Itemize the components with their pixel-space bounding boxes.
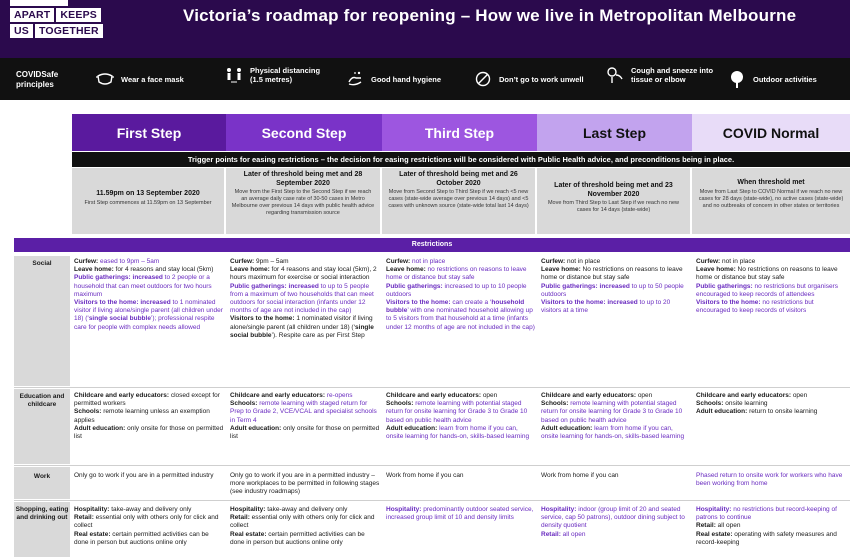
education-third-step xyxy=(386,392,536,464)
cell-text-run: Visitors to the home: xyxy=(696,299,763,307)
header-banner xyxy=(0,0,850,58)
threshold-body: First Step commences at 11.59pm on 13 September xyxy=(84,199,212,206)
cell-text-run: Visitors to the home: xyxy=(541,299,608,307)
covidsafe-principles-bar xyxy=(0,58,850,100)
cough-icon xyxy=(606,66,624,84)
cell-text-run: No restrictions on reasons to leave home or distance but stay safe xyxy=(541,266,683,282)
row-label-education: Education and childcare xyxy=(14,389,70,464)
cell-text-run: only onsite for those on permitted list xyxy=(74,424,224,441)
step-first: First Step xyxy=(72,114,226,151)
threshold-heading: 11.59pm on 13 September 2020 xyxy=(96,190,200,197)
row-label-shopping: Shopping, eating and drinking out xyxy=(14,502,70,557)
principle-label: Wear a face mask xyxy=(121,74,184,84)
cell-text-run: increased to up to 10 people outdoors xyxy=(386,282,527,298)
cell-text-run: all open xyxy=(717,522,741,530)
cell-text-run: ’); professional respite care for people with complex needs allowed xyxy=(74,315,215,331)
logo-top-bar xyxy=(10,0,68,6)
cell-text-run: predominantly outdoor seated service, increased group limit of 10 and density limits xyxy=(386,506,534,522)
cell-text-run: learn from home if you can, onsite learning for hands-on, skills-based learning xyxy=(541,424,685,441)
cell-text-run: Adult education: xyxy=(386,424,440,432)
social-second-step xyxy=(230,258,380,385)
cell-text-run: no restrictions but record-keeping of patrons to continue xyxy=(696,506,837,522)
work-first-step xyxy=(74,472,224,500)
cell-text-run: return to onsite learning xyxy=(749,408,818,416)
education-covid-normal xyxy=(696,392,846,464)
shopping-last-step xyxy=(541,506,689,557)
cell-text-run: essential only with others only for click and collect xyxy=(230,514,375,530)
cell-text-run: ’). Respite care as per First Step xyxy=(271,331,365,339)
shopping-second-step xyxy=(230,506,380,557)
distancing-icon xyxy=(225,66,243,84)
shopping-first-step xyxy=(74,506,224,557)
principle-distancing xyxy=(225,66,330,84)
cell-text-run: eased to 9pm – 5am xyxy=(100,258,160,265)
cell-text-run: only onsite for those on permitted list xyxy=(230,424,380,441)
principle-label: Good hand hygiene xyxy=(371,74,442,84)
step-last: Last Step xyxy=(537,114,692,151)
cell-text-run: Leave home: xyxy=(386,266,428,274)
cell-text-run: not in place xyxy=(722,258,756,265)
cell-text-run: to up to 20 visitors at a time xyxy=(541,299,671,315)
cell-text-run: take-away and delivery only xyxy=(111,506,192,513)
cell-text-run: remote learning with potential staged return for onsite learning for Grade 3 to Grade 10 based on public health advice xyxy=(386,400,528,424)
cell-text-run: No restrictions on reasons to leave home or distance but stay safe xyxy=(696,266,838,282)
campaign-logo xyxy=(10,0,114,40)
threshold-cell xyxy=(72,168,226,234)
cell-text-run: certain permitted activities can be done in person but auctions online only xyxy=(74,530,209,546)
cell-text-run: onsite learning xyxy=(725,400,768,408)
cell-text-run: re-opens xyxy=(326,392,353,399)
cell-text-run: Real estate: xyxy=(74,530,113,538)
cell-text-run: Childcare and early educators: xyxy=(230,392,327,399)
cell-text-run: no restrictions but organisers encouraged to keep records of attendees xyxy=(696,282,838,298)
cell-text-run: increased xyxy=(140,299,171,307)
cell-text-run: no restrictions but encouraged to keep records of visitors xyxy=(696,299,814,315)
principles-heading: COVIDSafe principles xyxy=(16,70,59,89)
cell-text-run: remote learning with staged return for Prep to Grade 2, VCE/VCAL and specialist schools in Term 4 xyxy=(230,400,377,424)
restrictions-bar: Restrictions xyxy=(14,238,850,252)
cell-text-run: Leave home: xyxy=(74,266,116,274)
cell-text-run: household bubble xyxy=(386,299,525,315)
principle-label: Don’t go to work unwell xyxy=(499,74,584,84)
principle-label: Cough and sneeze into tissue or elbow xyxy=(631,66,714,84)
step-second: Second Step xyxy=(226,114,382,151)
cell-text-run: Adult education: xyxy=(230,424,284,432)
cell-text-run: Adult education: xyxy=(541,424,595,432)
logo-word: TOGETHER xyxy=(35,24,103,38)
cell-text-run: Retail: xyxy=(696,522,718,530)
social-third-step xyxy=(386,258,536,385)
cell-text-run: Phased return to onsite work for workers who have been working from home xyxy=(696,472,843,488)
cell-text-run: Leave home: xyxy=(696,266,738,274)
cell-text-run: not in place xyxy=(412,258,446,265)
cell-text-run: Leave home: xyxy=(230,266,272,274)
cell-text-run: Curfew: xyxy=(74,258,100,265)
no-work-unwell-icon xyxy=(474,70,492,88)
cell-text-run: ’ with one nominated household allowing up to 5 visitors from that household at a time (infants under 12 months of age are not included in the cap) xyxy=(386,307,535,331)
threshold-body: Move from Third Step to Last Step if we reach no new cases for 14 days (state-wide) xyxy=(547,200,680,213)
face-mask-icon xyxy=(96,70,114,88)
education-first-step xyxy=(74,392,224,464)
tree-icon xyxy=(728,70,746,88)
education-last-step xyxy=(541,392,689,464)
principle-cough-sneeze xyxy=(606,66,721,84)
cell-text-run: no restrictions on reasons to leave home or distance but stay safe xyxy=(386,266,527,282)
cell-text-run: Hospitality: xyxy=(386,506,424,513)
cell-text-run: for 4 reasons and stay local (5km) xyxy=(115,266,214,274)
cell-text-run: Hospitality: xyxy=(541,506,579,513)
cell-text-run: essential only with others only for click and collect xyxy=(74,514,219,530)
cell-text-run: closed except for permitted workers xyxy=(74,392,220,408)
cell-text-run: Childcare and early educators: xyxy=(74,392,171,399)
cell-text-run: Leave home: xyxy=(541,266,583,274)
threshold-cell xyxy=(537,168,692,234)
threshold-body: Move from Second Step to Third Step if we reach <5 new cases (state-wide average over previous 14 days) and <5 cases with unknown source (state-wide total last 14 days) xyxy=(388,189,529,209)
education-second-step xyxy=(230,392,380,464)
threshold-cell xyxy=(692,168,850,234)
cell-text-run: Only go to work if you are in a permitted industry – more workplaces to be permitted in following stages (see industry roadmaps) xyxy=(230,472,380,496)
threshold-cell xyxy=(382,168,537,234)
cell-text-run: open xyxy=(792,392,808,399)
work-third-step xyxy=(386,472,536,500)
row-divider xyxy=(14,387,850,388)
cell-text-run: remote learning with potential staged return for onsite learning for Grade 3 to Grade 10 based on public health advice xyxy=(541,400,683,424)
cell-text-run: Retail: xyxy=(541,530,563,538)
cell-text-run: Public gatherings: xyxy=(541,282,600,290)
threshold-heading: Later of threshold being met and 26 October 2020 xyxy=(399,171,518,187)
row-label-social: Social xyxy=(14,256,70,386)
cell-text-run: Public gatherings: xyxy=(230,282,289,290)
cell-text-run: open xyxy=(482,392,498,399)
cell-text-run: learn from home if you can, onsite learning for hands-on, skills-based learning xyxy=(386,424,530,441)
cell-text-run: Childcare and early educators: xyxy=(541,392,638,399)
principle-hand-hygiene xyxy=(346,70,441,88)
step-covid-normal: COVID Normal xyxy=(692,114,850,151)
cell-text-run: increased xyxy=(132,274,163,282)
hand-wash-icon xyxy=(346,70,364,88)
principle-work-unwell xyxy=(474,70,584,88)
principle-face-mask xyxy=(96,70,184,88)
threshold-body: Move from the First Step to the Second Step if we reach an average daily case rate of 30-50 cases in Metro Melbourne over previous 14 days with public health advice regarding transmission source xyxy=(231,189,375,216)
principle-outdoor xyxy=(728,70,817,88)
step-header-row xyxy=(72,114,850,151)
cell-text-run: Retail: xyxy=(74,514,96,522)
threshold-heading: Later of threshold being met and 23 November 2020 xyxy=(554,182,673,198)
social-covid-normal xyxy=(696,258,846,385)
shopping-third-step xyxy=(386,506,536,557)
threshold-body: Move from Last Step to COVID Normal if we reach no new cases for 28 days (state-wide), no active cases (state-wide) and no outbreaks of concern in other states or territories xyxy=(698,188,844,209)
cell-text-run: 9pm – 5am xyxy=(256,258,289,265)
cell-text-run: Curfew: xyxy=(541,258,567,265)
cell-text-run: Public gatherings: xyxy=(696,282,755,290)
row-divider xyxy=(14,500,850,501)
cell-text-run: Public gatherings: xyxy=(386,282,445,290)
cell-text-run: Real estate: xyxy=(696,530,735,538)
cell-text-run: Work from home if you can xyxy=(386,472,464,479)
row-divider xyxy=(14,465,850,466)
threshold-cell xyxy=(226,168,382,234)
principle-label: Outdoor activities xyxy=(753,74,817,84)
logo-word: KEEPS xyxy=(56,8,101,22)
cell-text-run: Schools: xyxy=(74,408,104,416)
cell-text-run: indoor (group limit of 20 and seated service, cap 50 patrons), outdoor dining subject to density quotient xyxy=(541,506,685,530)
cell-text-run: certain permitted activities can be done in person but auctions online only xyxy=(230,530,365,546)
cell-text-run: open xyxy=(637,392,653,399)
cell-text-run: 1 nominated visitor if living alone/single parent (all children under 18) (‘ xyxy=(230,315,373,331)
cell-text-run: Childcare and early educators: xyxy=(696,392,793,399)
cell-text-run: Hospitality: xyxy=(230,506,268,513)
work-covid-normal xyxy=(696,472,846,500)
cell-text-run: to up to 5 people from a maximum of two households that can meet outdoors for social interaction (infants under 12 months of age are not included in the cap) xyxy=(230,282,374,315)
cell-text-run: increased xyxy=(288,282,319,290)
cell-text-run: take-away and delivery only xyxy=(267,506,348,513)
page-title: Victoria’s roadmap for reopening – How we live in Metropolitan Melbourne xyxy=(183,6,797,25)
cell-text-run: remote learning unless an exemption applies xyxy=(74,408,210,424)
work-last-step xyxy=(541,472,689,500)
cell-text-run: Real estate: xyxy=(230,530,269,538)
cell-text-run: can create a ‘ xyxy=(452,299,492,307)
cell-text-run: increased xyxy=(607,299,638,307)
cell-text-run: Visitors to the home: xyxy=(230,315,297,323)
cell-text-run: Curfew: xyxy=(386,258,412,265)
threshold-row xyxy=(72,168,850,234)
cell-text-run: Schools: xyxy=(541,400,571,408)
cell-text-run: Public gatherings: xyxy=(74,274,133,282)
principle-label: Physical distancing (1.5 metres) xyxy=(250,66,321,84)
logo-word: APART xyxy=(10,8,54,22)
cell-text-run: Only go to work if you are in a permitted industry xyxy=(74,472,214,479)
cell-text-run: Work from home if you can xyxy=(541,472,619,479)
work-second-step xyxy=(230,472,380,500)
cell-text-run: Hospitality: xyxy=(696,506,734,513)
cell-text-run: for 4 reasons and stay local (5km), 2 hours maximum for exercise or social interaction xyxy=(230,266,377,282)
cell-text-run: Visitors to the home: xyxy=(386,299,453,307)
cell-text-run: single social bubble xyxy=(88,315,151,323)
cell-text-run: single social bubble xyxy=(230,323,374,339)
cell-text-run: all open xyxy=(562,530,586,538)
cell-text-run: increased xyxy=(599,282,630,290)
cell-text-run: to 1 nominated visitor if living alone/single parent (all children under 18) (‘ xyxy=(74,299,223,323)
cell-text-run: to 2 people or a household that can meet outdoors for two hours maximum xyxy=(74,274,212,298)
cell-text-run: not in place xyxy=(567,258,601,265)
cell-text-run: Childcare and early educators: xyxy=(386,392,483,399)
cell-text-run: Schools: xyxy=(230,400,260,408)
threshold-heading: Later of threshold being met and 28 September 2020 xyxy=(243,171,363,187)
social-first-step xyxy=(74,258,224,385)
cell-text-run: Hospitality: xyxy=(74,506,112,513)
shopping-covid-normal xyxy=(696,506,846,557)
cell-text-run: Curfew: xyxy=(230,258,256,265)
cell-text-run: Adult education: xyxy=(74,424,128,432)
logo-word: US xyxy=(10,24,33,38)
cell-text-run: to up to 50 people outdoors xyxy=(541,282,684,298)
row-label-work: Work xyxy=(14,467,70,499)
cell-text-run: Adult education: xyxy=(696,408,750,416)
threshold-heading: When threshold met xyxy=(737,179,805,186)
cell-text-run: Visitors to the home: xyxy=(74,299,141,307)
cell-text-run: Curfew: xyxy=(696,258,722,265)
cell-text-run: Schools: xyxy=(386,400,416,408)
cell-text-run: Retail: xyxy=(230,514,252,522)
step-third: Third Step xyxy=(382,114,537,151)
cell-text-run: Schools: xyxy=(696,400,726,408)
cell-text-run: operating with safety measures and record-keeping xyxy=(696,530,837,546)
trigger-points-bar: Trigger points for easing restrictions – the decision for easing restrictions will be considered with Public Health advice, and preconditions being in place. xyxy=(72,152,850,167)
social-last-step xyxy=(541,258,689,385)
